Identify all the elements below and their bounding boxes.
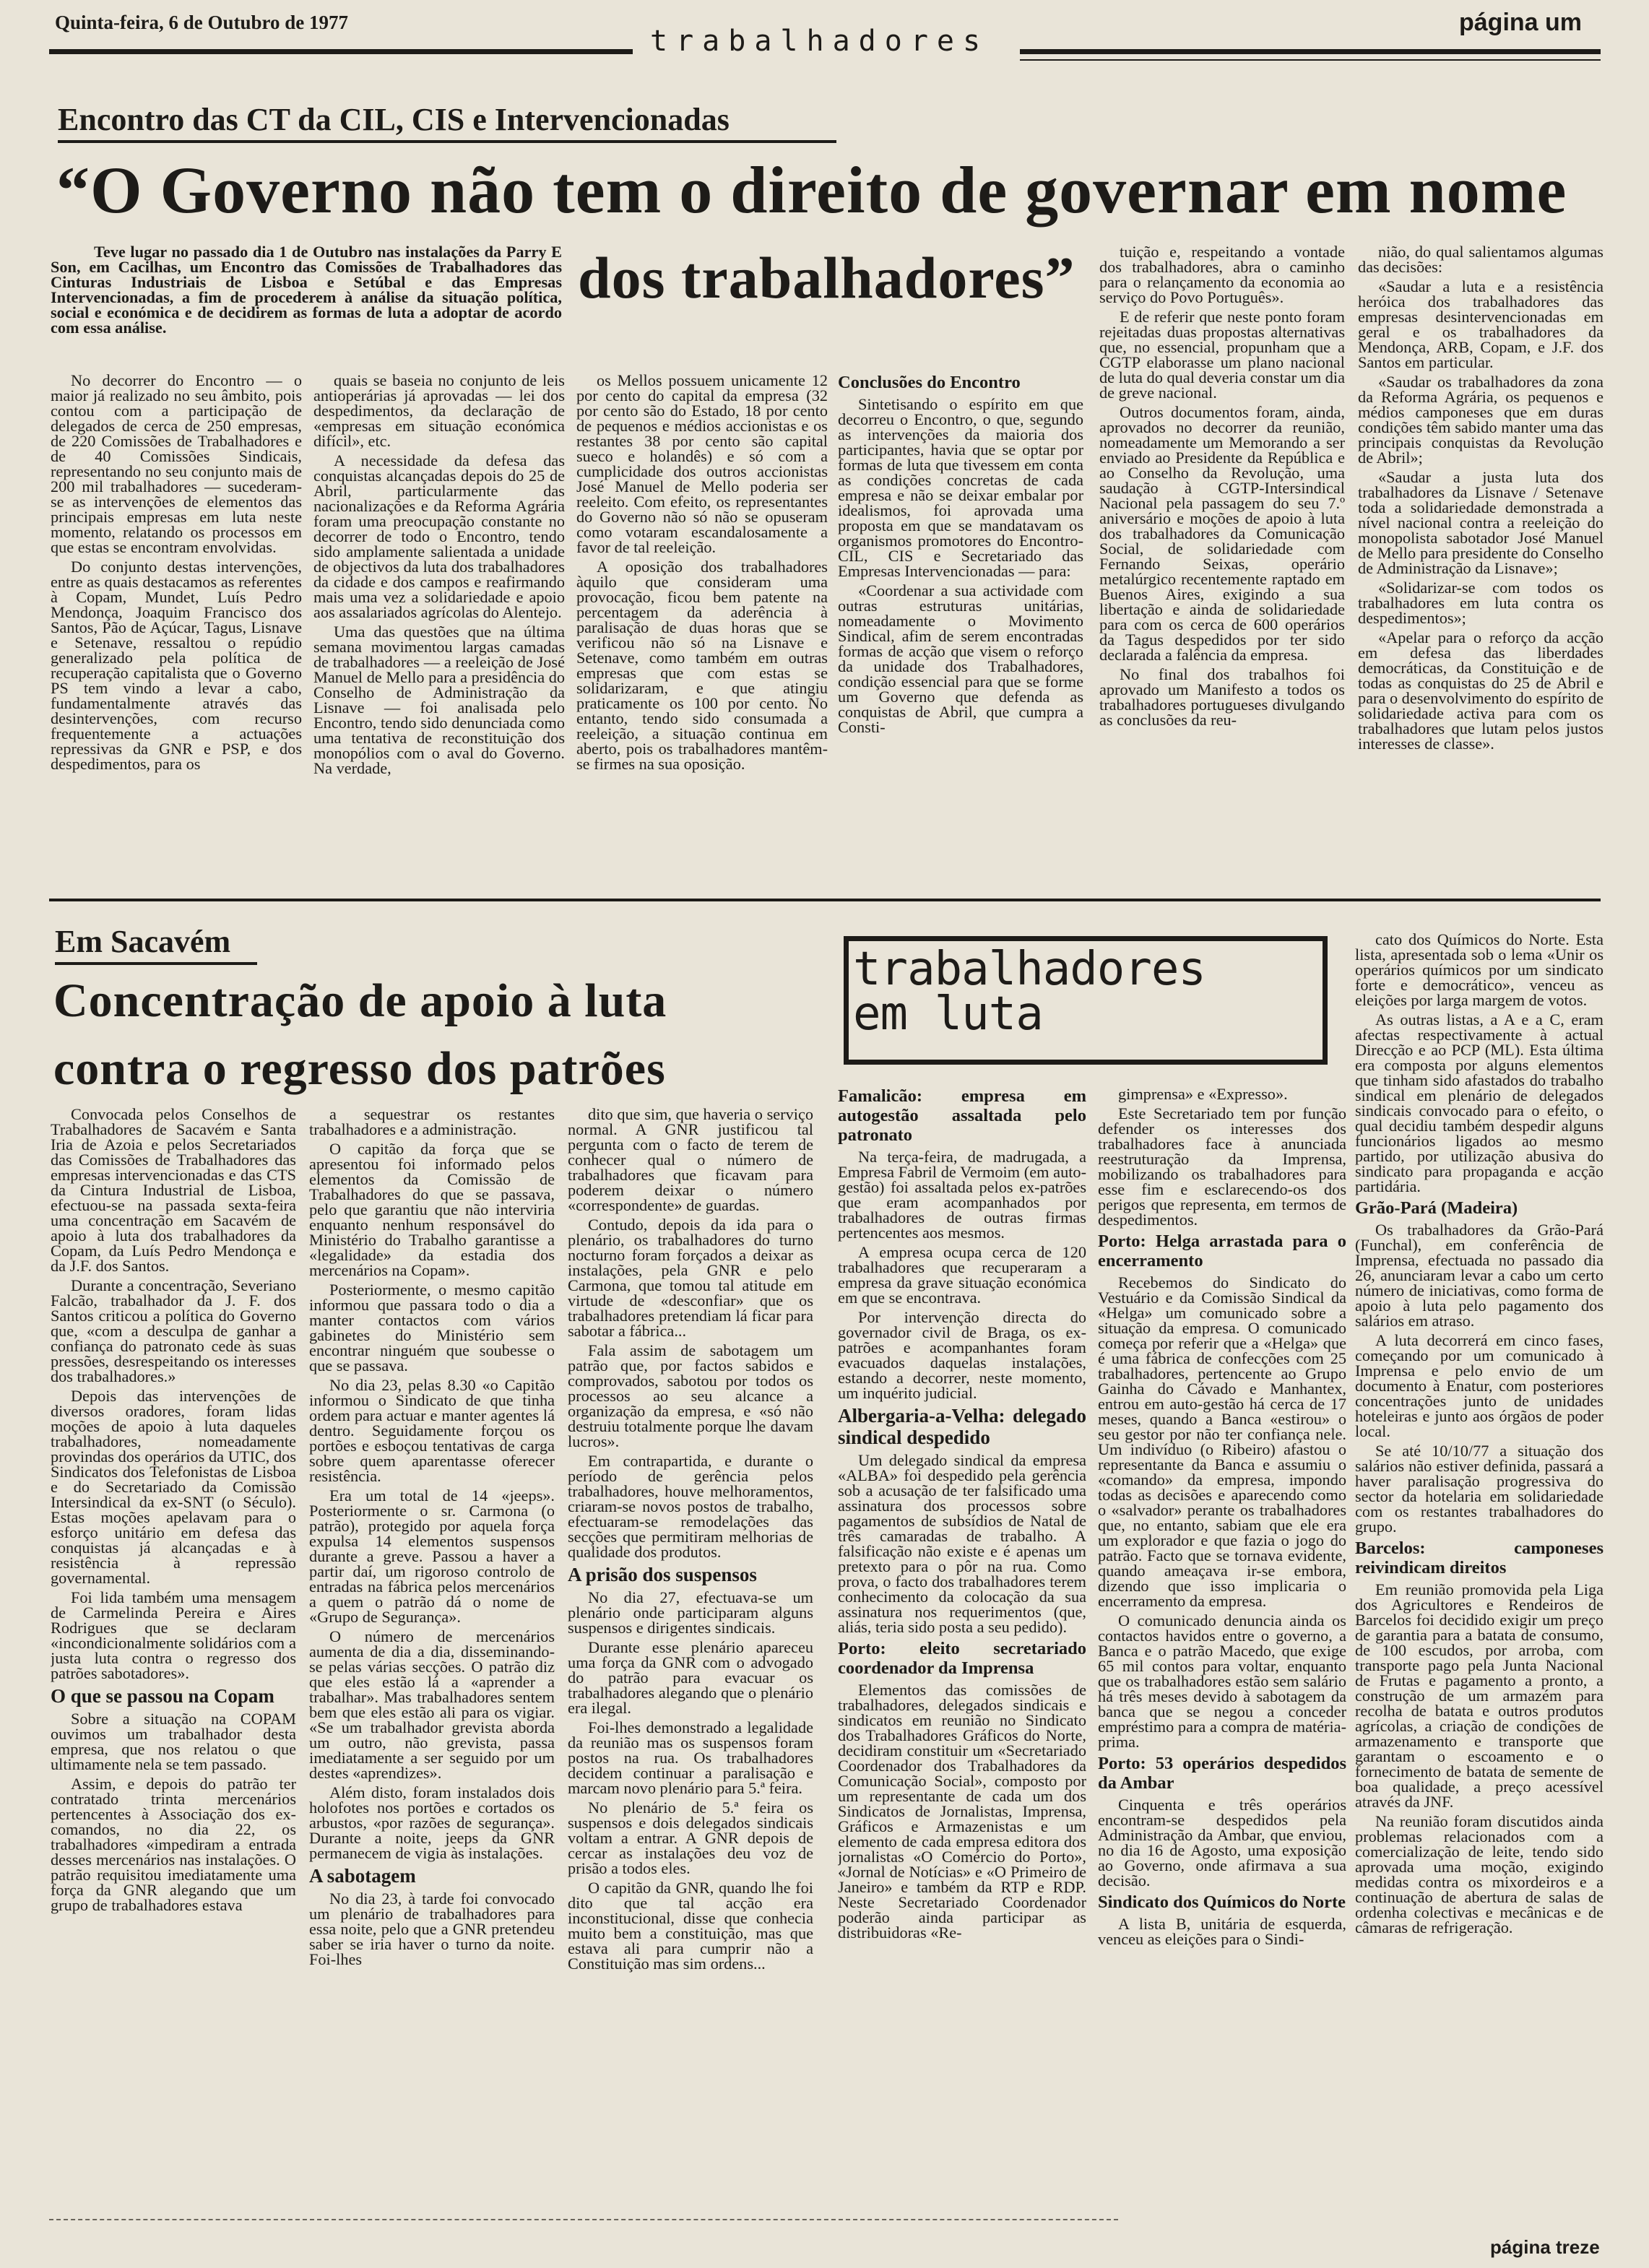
paragraph: «Saudar a justa luta dos trabalhadores da Lisnave / Setenave toda a solidariedade demonstrada a nível nacional contra a reeleição do monopolista sabotador José Manuel de Mello para presidente do Conselho de Administração da Lisnave»; [1358,468,1603,577]
paragraph: quais se baseia no conjunto de leis antioperárias já aprovadas — lei dos despedimentos, da declaração de «empresas em situação económica difícil», etc. [313,373,565,450]
paragraph: A luta decorrerá em cinco fases, começando por um comunicado à Imprensa e pelo envio de um documento à Enatur, com posteriores concentrações junto de unidades hoteleiras e junto aos órgãos de poder local. [1355,1331,1603,1440]
subheading-albergaria: Albergaria-a-Velha: delegado sindical despedido [838,1405,1086,1448]
bottom-column-3 [568,1107,813,2216]
paragraph: Era um total de 14 «jeeps». Posteriormente o sr. Carmona (o patrão), protegido por aquela força expulsa 14 elementos suspensos durante a greve. Passou a haver a partir daí, um rigoroso controlo de entradas na fábrica pelos mercenários a quem o patrão dá o nome de «Grupo de Segurança». [309,1486,555,1626]
section-title: trabalhadores [650,25,990,58]
subheading-grao-para: Grão-Pará (Madeira) [1355,1198,1518,1218]
paragraph: As outras listas, a A e a C, eram afectas respectivamente à actual Direcção e ao PCP (ML). Esta última era composta por alguns elementos que tinham sido afastados do trabalho sindical em plenário de delegados sindicais convocado para o efeito, o qual decidiu também despedir alguns funcionários ligados ao mesmo partido, por utilização abusiva do sindicato para propaganda e acção partidária. [1355,1010,1603,1195]
subheading-prisao: A prisão dos suspensos [568,1564,757,1585]
paragraph: No dia 23, pelas 8.30 «o Capitão informou o Sindicato de que tinha ordem para actuar e manter agentes lá dentro. Seguidamente forçou os portões e esboçou tentativas de carga sobre quem aparentasse oferecer resistência. [309,1376,555,1485]
paragraph: Durante esse plenário apareceu uma força da GNR com o advogado do patrão para evacuar os trabalhadores alegando que o plenário era ilegal. [568,1638,813,1717]
top-headline-line1: “O Governo não tem o direito de governar em nome [56,153,1567,227]
subheading-porto-imprensa: Porto: eleito secretariado coordenador da Imprensa [838,1639,1086,1678]
paragraph: No final dos trabalhos foi aprovado um Manifesto a todos os trabalhadores portugueses divulgando as conclusões da reu- [1099,665,1345,729]
paragraph: nião, do qual salientamos algumas das decisões: [1358,244,1603,276]
subheading-copam: O que se passou na Copam [51,1685,274,1707]
subheading-helga: Porto: Helga arrastada para o encerramento [1098,1232,1346,1271]
paragraph: Uma das questões que na última semana movimentou largas camadas de trabalhadores — a reeleição de José Manuel de Mello para a presidência do Conselho de Administração da Lisnave — foi analisada pelo Encontro, tendo sido denunciada como uma tentativa de reconstituição dos monopólios com o aval do Governo. Na verdade, [313,623,565,777]
top-column-6 [1358,244,1603,878]
paragraph: Além disto, foram instalados dois holofotes nos portões e cortados os arbustos, «por razões de segurança». Durante a noite, jeeps da GNR permanecem de vigia às instalações. [309,1783,555,1862]
paragraph: O número de mercenários aumenta de dia a dia, disseminando-se pelas várias secções. O patrão diz que eles estão lá a «aprender a trabalhar». Mas trabalhadores sentem bem que eles estão ali para os vigiar. «Se um trabalhador grevista aborda um outro, não grevista, passa imediatamente a ser seguido por um destes «aprendizes». [309,1627,555,1782]
top-headline-line2: dos trabalhadores” [578,245,1075,311]
paragraph: Cinquenta e três operários encontram-se despedidos pela Administração da Ambar, que enviou, no dia 16 de Agosto, uma exposição ao Governo, onde afirmava a sua decisão. [1098,1796,1346,1890]
footer-page-number: página treze [1490,2236,1600,2258]
paragraph: No dia 27, efectuava-se um plenário onde participaram alguns suspensos e dirigentes sindicais. [568,1588,813,1637]
bottom-kicker-underline [55,962,257,965]
paragraph: Um delegado sindical da empresa «ALBA» foi despedido pela gerência sob a acusação de ter falsificado uma assinatura dos processos sobre pagamentos de subsídios de Natal de três camaradas de trabalho. A falsificação não existe e é apenas um pretexto para o pôr na rua. Como prova, o facto dos trabalhadores terem conhecimento da colocação da sua assinatura nos requerimentos (que, aliás, teria sido posta a seu pedido). [838,1451,1086,1636]
paragraph: No decorrer do Encontro — o maior já realizado no seu âmbito, pois contou com a participação de delegados de cerca de 250 empresas, de 220 Comissões de Trabalhadores e de 40 Comissões Sindicais, representando no seu conjunto mais de 200 mil trabalhadores — sucederam-se as intervenções de elementos das principais empresas em luta neste momento, relatando os processos em que estas se encontram envolvidas. [51,373,302,556]
paragraph: Outros documentos foram, ainda, aprovados no decorrer da reunião, nomeadamente um Memorando a ser enviado ao Presidente da República e ao Conselho da Revolução, uma saudação à CGTP-Intersindical Nacional pela passagem do seu 7.º aniversário e moções de apoio à luta dos trabalhadores da Comunicação Social, de solidariedade com Fernando Seixas, operário metalúrgico recentemente raptado em Buenos Aires, exigindo a sua libertação e ainda de solidariedade para com os cerca de 600 operários da Tagus despedidos por ter sido declarada a falência da empresa. [1099,403,1345,664]
paragraph: «Saudar a luta e a resistência heróica dos trabalhadores das empresas desintervencionadas em geral e os trabalhadores da Mendonça, ARB, Copam, e J.F. dos Santos em particular. [1358,277,1603,371]
paragraph: «Coordenar a sua actividade com outras estruturas unitárias, nomeadamente o Movimento Sindical, afim de serem encontradas formas de acção que visem o reforço da unidade dos Trabalhadores, condição essencial para que se forme um Governo que defenda as conquistas de Abril, que cumpra a Consti- [838,581,1083,736]
paragraph: Depois das intervenções de diversos oradores, foram lidas moções de apoio à luta daqueles trabalhadores, nomeadamente provindas dos operários da UTIC, dos Sindicatos dos Telefonistas de Lisboa e do Secretariado da Comissão Intersindical da ex-SNT (o Século). Estas moções apelavam para o esforço unitário em defesa das conquistas já alcançadas e à resistência à repressão governamental. [51,1387,296,1587]
paragraph: A lista B, unitária de esquerda, venceu as eleições para o Sindi- [1098,1915,1346,1948]
top-column-4 [838,373,1083,878]
paragraph: tuição e, respeitando a vontade dos trabalhadores, abra o caminho para o relançamento da economia ao serviço do Povo Português». [1099,244,1345,306]
top-kicker-underline [58,140,836,143]
subheading-famalicao: Famalicão: empresa em autogestão assaltada pelo patronato [838,1086,1086,1145]
paragraph: O capitão da força que se apresentou foi informado pelos elementos da Comissão de Trabalhadores do que se passava, pelo que garantiu que não interviria enquanto nenhum responsável do Ministério do Trabalho garantisse a «legalidade» da estadia dos mercenários na Copam». [309,1140,555,1279]
bottom-column-5 [1098,1086,1346,2213]
top-column-5 [1099,244,1345,878]
paragraph: os Mellos possuem unicamente 12 por cento do capital da empresa (32 por cento são do Estado, 18 por cento de pequenos e médios accionistas e os restantes 38 por cento são capital sueco e holandês) e só com a cumplicidade dos outros accionistas José Manuel de Mello poderia ser reeleito. Com efeito, os representantes do Governo não só não se opuseram como votaram escandalosamente a favor de tal reeleição. [576,373,828,556]
paragraph: Os trabalhadores da Grão-Pará (Funchal), em conferência de Imprensa, efectuada no passado dia 26, anunciaram levar a cabo um certo número de iniciativas, como forma de apoio à luta pelo pagamento dos salários em atraso. [1355,1221,1603,1330]
paragraph: Convocada pelos Conselhos de Trabalhadores de Sacavém e Santa Iria de Azoia e pelos Secretariados das Comissões de Trabalhadores das empresas intervencionadas e das CTS da Cintura Industrial de Lisboa, efectuou-se na passada sexta-feira uma concentração em Sacavém de apoio à luta dos trabalhadores da Copam, da Luís Pedro Mendonça e da J.F. dos Santos. [51,1107,296,1275]
bottom-column-2 [309,1107,555,2216]
paragraph: Do conjunto destas intervenções, entre as quais destacamos as referentes à Copam, Mundet, Luís Pedro Mendonça, Joaquim Francisco dos Santos, Pão de Açúcar, Tagus, Lisnave e Setenave, ressaltou o repúdio generalizado pela política de recuperação capitalista que o Governo PS tem vindo a levar a cabo, fundamentalmente através das desintervenções, com recurso frequentemente a actuações repressivas da GNR e PSP, e dos despedimentos, para os [51,558,302,773]
paragraph: Recebemos do Sindicato do Vestuário e da Comissão Sindical da «Helga» um comunicado sobre a situação da empresa. O comunicado começa por referir que a «Helga» que é uma fábrica de confecções com 25 trabalhadores, pertencente ao Grupo Gainha do Cávado e Manhantex, entrou em auto-gestão há cerca de 17 meses, quando a Banca «estirou» o seu gestor por não ter confiança nele. Um indivíduo (o Ribeiro) afastou o representante da Banca e assumiu o «comando» da empresa, impondo todas as decisões e aparecendo como o «salvador» perante os trabalhadores que, no entanto, sabiam que ele era um explorador e que fazia o jogo do patrão. Facto que se tornava evidente, quando ameaçava ir-se embora, dizendo que isso implicaria o encerramento da empresa. [1098,1273,1346,1610]
paragraph: No plenário de 5.ª feira os suspensos e dois delegados sindicais voltam a entrar. A GNR depois de cercar as instalações deu voz de prisão a todos eles. [568,1799,813,1877]
paragraph: O comunicado denuncia ainda os contactos havidos entre o governo, a Banca e o patrão Macedo, que exige 65 mil contos para voltar, enquanto que os trabalhadores estão sem salário há três meses devido à sabotagem da banca que se negou a conceder empréstimo para a compra de matéria-prima. [1098,1611,1346,1751]
paragraph: Foi-lhes demonstrado a legalidade da reunião mas os suspensos foram postos na rua. Os trabalhadores decidem continuar a paralisação e marcam novo plenário para 5.ª feira. [568,1718,813,1797]
paragraph: «Apelar para o reforço da acção em defesa das liberdades democráticas, da Constituição e de todas as conquistas do 25 de Abril e para o desenvolvimento do espírito de solidariedade activa para com os trabalhadores que lutam pelos justos interesses de classe». [1358,628,1603,753]
paragraph: Elementos das comissões de trabalhadores, delegados sindicais e sindicatos em reunião no Sindicato dos Trabalhadores Gráficos do Norte, decidiram constituir um «Secretariado Coordenador dos Trabalhadores da Comunicação Social», composto por um representante de cada um dos Sindicatos de Jornalistas, Imprensa, Gráficos e Armazenistas e um elemento de cada empresa editora dos jornalistas «O Comércio do Porto», «Jornal de Notícias» e «O Primeiro de Janeiro» e também da RTP e RDP. Neste Secretariado Coordenador poderão ainda participar as distribuidoras «Re- [838,1681,1086,1942]
paragraph: Sintetisando o espírito em que decorreu o Encontro, o que, segundo as intervenções da maioria dos participantes, havia que se optar por formas de luta que tivessem em conta as condições concretas de cada empresa e não se deixar embalar por idealismos, foi aprovada uma proposta em que se mandatavam os organismos promotores do Encontro-CIL, CIS e Secretariado das Empresas Intervencionadas — para: [838,395,1083,580]
bottom-column-4 [838,1086,1086,2213]
header-rule-left [49,49,633,54]
subheading-barcelos: Barcelos: camponeses reivindicam direitos [1355,1538,1603,1577]
subheading-conclusoes: Conclusões do Encontro [838,373,1021,392]
paragraph: Contudo, depois da ida para o plenário, os trabalhadores do turno nocturno foram forçados a deixar as instalações, pela GNR e pelo Carmona, que tomou tal atitude em virtude de «desconfiar» que os trabalhadores pretendiam lá ficar para sabotar a fábrica... [568,1216,813,1340]
paragraph: «Saudar os trabalhadores da zona da Reforma Agrária, os pequenos e médios camponeses que em duras condições têm sabido manter uma das principais conquistas da Revolução de Abril»; [1358,373,1603,467]
paragraph: Sobre a situação na COPAM ouvimos um trabalhador desta empresa, que nos relatou o que ultimamente nela se tem passado. [51,1710,296,1773]
paragraph: cato dos Químicos do Norte. Esta lista, apresentada sob o lema «Unir os operários químicos por um sindicato forte e democrático», venceu as eleições por larga margem de votos. [1355,932,1603,1009]
page-label: página um [1459,9,1583,36]
paragraph: Se até 10/10/77 a situação dos salários não estiver definida, passará a haver paralisação progressiva do sector da hotelaria em solidariedade com os restantes trabalhadores do grupo. [1355,1442,1603,1536]
paragraph: a sequestrar os restantes trabalhadores e a administração. [309,1107,555,1138]
paragraph: Este Secretariado tem por função defender os interesses dos trabalhadores face à anunciada reestruturação da Imprensa, mobilizando os trabalhadores para esse fim e esclarecendo-os dos perigos que representa, em termos de despedimentos. [1098,1104,1346,1229]
paragraph: Em reunião promovida pela Liga dos Agricultores e Rendeiros de Barcelos foi decidido exigir um preço de garantia para a batata de consumo, de 100 escudos, por arroba, com transporte pago pela Junta Nacional de Frutas e pagamento a pronto, a construção de um armazém para recolha de batata e outros produtos agrícolas, a criação de condições de armazenamento e transporte que garantam o escoamento e o fornecimento de batata de semente de boa qualidade, a preço acessível através da JNF. [1355,1580,1603,1811]
box-line-1: trabalhadores [853,943,1206,996]
paragraph: Na reunião foram discutidos ainda problemas relacionados com a comercialização de leite, tendo sido aprovada uma moção, exigindo medidas contra os mixordeiros e a continuação de abertura de salas de ordenha colectivas e mecânicas e de câmaras de refrigeração. [1355,1812,1603,1936]
paragraph: Em contrapartida, e durante o período de gerência pelos trabalhadores, houve melhoramentos, criaram-se novos postos de trabalho, efectuaram-se remodelações das secções que permitiram melhorias de qualidade dos produtos. [568,1452,813,1561]
paragraph: Por intervenção directa do governador civil de Braga, os ex-patrões e acompanhantes foram evacuados daquelas instalações, estando a decorrer, neste momento, um inquérito judicial. [838,1308,1086,1402]
paragraph: gimprensa» e «Expresso». [1118,1086,1288,1103]
paragraph: Fala assim de sabotagem um patrão que, por factos sabidos e comprovados, sabotou por todos os processos ao seu alcance a organização da empresa, e «só não destruiu totalmente porque lhe davam lucros». [568,1341,813,1450]
top-column-2 [313,373,565,878]
box-line-2: em luta [853,987,1043,1041]
paragraph: A oposição dos trabalhadores àquilo que consideram uma provocação, ficou bem patente na percentagem da aderência à paralisação de duas horas que se verificou não só na Lisnave e Setenave, como também em outras empresas que com estas se solidarizaram, e que atingiu praticamente os 100 por cento. No entanto, tendo sido consumada a reeleição, a situação continua em aberto, pois os trabalhadores mantêm-se firmes na sua oposição. [576,558,828,773]
bottom-headline-line1: Concentração de apoio à luta [53,974,667,1027]
paragraph: Posteriormente, o mesmo capitão informou que passara todo o dia a manter contactos com vários gabinetes do Ministério sem encontrar ninguém que soubesse o que se passava. [309,1281,555,1375]
fold-line [49,2219,1118,2222]
subheading-ambar: Porto: 53 operários despedidos da Ambar [1098,1754,1346,1793]
header-rule-right [1020,49,1601,54]
top-lead: Teve lugar no passado dia 1 de Outubro nas instalações da Parry E Son, em Cacilhas, um Encontro das Comissões de Trabalhadores das Cinturas Industriais de Lisboa e Setúbal e das Empresas Intervencionadas, a fim de procederem à análise da situação política, social e económica e de decidirem as formas de luta a adoptar de acordo com essa análise. [51,244,562,337]
paragraph: dito que sim, que haveria o serviço normal. A GNR justificou tal pergunta com o facto de terem de conhecer qual o número de trabalhadores que ficavam para poderem deixar o número «correspondente» de guardas. [568,1107,813,1214]
subheading-quimicos: Sindicato dos Químicos do Norte [1098,1892,1346,1912]
paragraph: Assim, e depois do patrão ter contratado trinta mercenários pertencentes à Associação dos ex-comandos, no dia 22, os trabalhadores «impediram a entrada desses mercenários nas instalações. O patrão requisitou imediatamente uma força da GNR alegando que um grupo de trabalhadores estava [51,1775,296,1914]
paragraph: A empresa ocupa cerca de 120 trabalhadores que recuperaram a empresa da grave situação económica em que se encontrava. [838,1243,1086,1307]
paragraph: Na terça-feira, de madrugada, a Empresa Fabril de Vermoim (em auto-gestão) foi assaltada pelos ex-patrões que eram acompanhados por trabalhadores de outras firmas pertencentes aos mesmos. [838,1148,1086,1242]
top-column-3 [576,373,828,878]
section-divider [49,899,1601,901]
bottom-column-6 [1355,932,1603,2217]
paragraph: E de referir que neste ponto foram rejeitadas duas propostas alternativas que, no essencial, propunham que a CGTP elaborasse um plano nacional de luta do qual deveria constar um dia de greve nacional. [1099,308,1345,402]
top-column-1 [51,373,302,878]
paragraph: No dia 23, à tarde foi convocado um plenário de trabalhadores para essa noite, pelo que a GNR pretendeu saber se iria haver o turno da noite. Foi-lhes [309,1890,555,1968]
bottom-column-1 [51,1107,296,2216]
subheading-sabotagem: A sabotagem [309,1865,416,1887]
issue-date: Quinta-feira, 6 de Outubro de 1977 [55,12,349,33]
paragraph: «Solidarizar-se com todos os trabalhadores em luta contra os despedimentos»; [1358,579,1603,627]
header-rule-thin-right [1020,59,1601,61]
trabalhadores-em-luta-box [844,936,1328,1065]
bottom-kicker: Em Sacavém [55,924,231,959]
paragraph: Foi lida também uma mensagem de Carmelinda Pereira e Aires Rodrigues que se declaram «incondicionalmente solidários com a justa luta contra o regresso dos patrões sabotadores». [51,1588,296,1682]
bottom-headline-line2: contra o regresso dos patrões [53,1042,666,1095]
top-kicker: Encontro das CT da CIL, CIS e Intervencionadas [58,102,730,137]
paragraph: Durante a concentração, Severiano Falcão, trabalhador da J. F. dos Santos criticou a política do Governo que, «com a desculpa de ganhar a confiança do patronato cede às suas pressões, desrespeitando os interesses dos trabalhadores.» [51,1276,296,1385]
paragraph: O capitão da GNR, quando lhe foi dito que tal acção era inconstitucional, disse que conhecia muito bem a constituição, mas que estava ali para cumprir não a Constituição mas sim ordens... [568,1879,813,1973]
paragraph: A necessidade da defesa das conquistas alcançadas depois do 25 de Abril, particularmente das nacionalizações e da Reforma Agrária foram uma preocupação constante no decorrer de todo o Encontro, tendo sido amplamente salientada a unidade de objectivos da luta dos trabalhadores da cidade e dos campos e reafirmando mais uma vez a solidariedade e apoio aos assalariados agrícolas do Alentejo. [313,451,565,621]
